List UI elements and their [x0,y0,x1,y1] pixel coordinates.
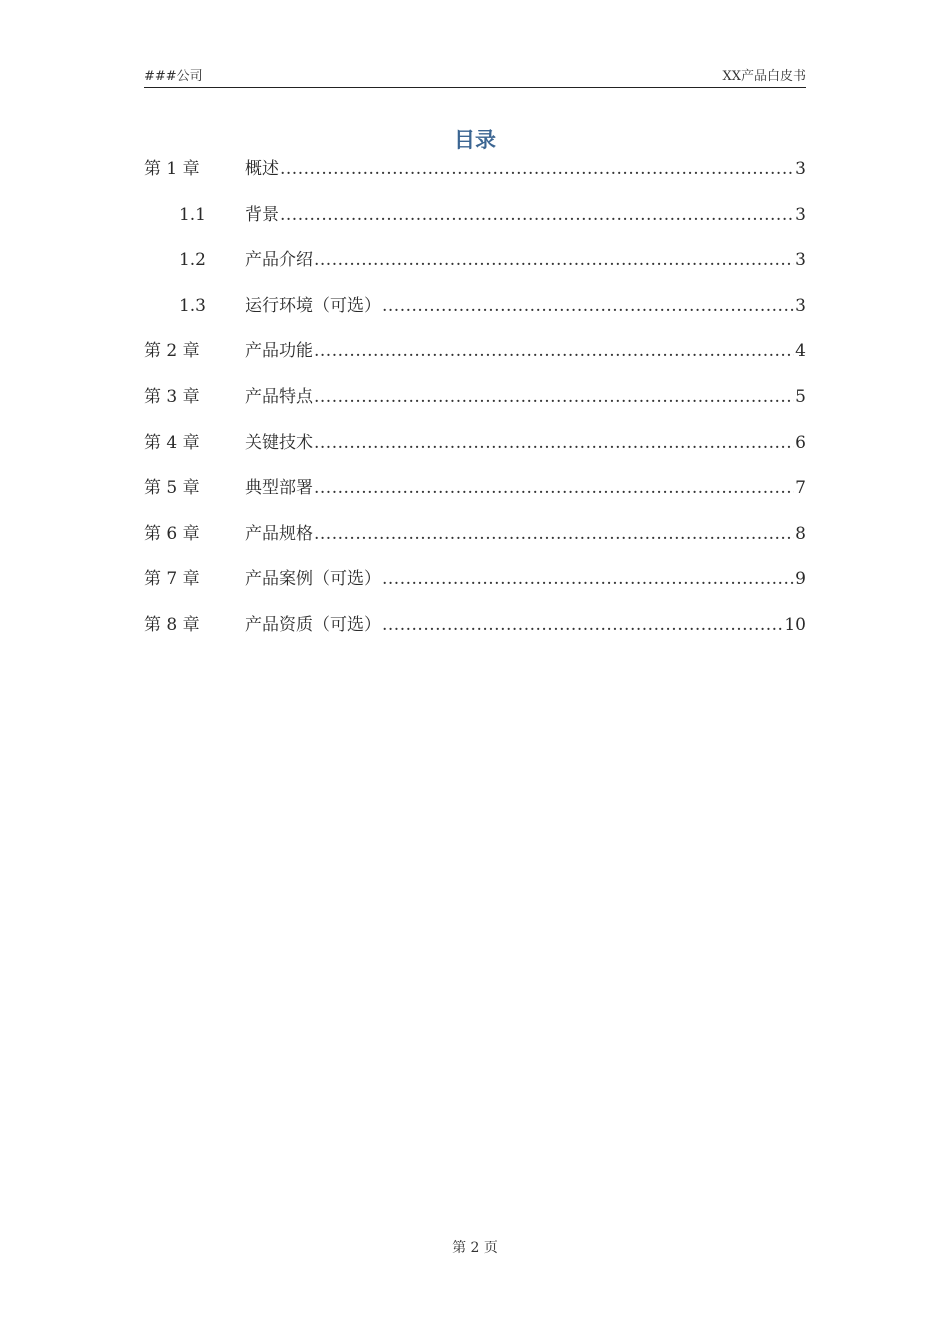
toc-entry-line [245,155,806,183]
toc-entry-number: 1.3 [178,295,206,316]
header-divider [144,87,806,88]
toc-entry[interactable] [144,201,806,247]
toc-entry[interactable] [144,246,806,292]
toc-entry[interactable] [144,383,806,429]
toc-entry-line [245,246,806,274]
toc-entry-number: 第 7 章 [144,569,200,590]
toc-entry-page: 3 [795,295,806,316]
page-header [144,68,806,86]
toc-entry-line [245,429,806,457]
toc-dot-leader [382,292,794,320]
toc-dot-leader [382,611,783,639]
toc-entry-page: 3 [795,250,806,271]
toc-entry-line [245,520,806,548]
toc-dot-leader [314,383,794,411]
page-number: 第 2 页 [452,1240,498,1256]
toc-entry-line [245,292,806,320]
toc-entry-page: 3 [795,204,806,225]
toc-entry-line [245,201,806,229]
toc-entry-line [245,337,806,365]
toc-entry-number: 第 1 章 [144,159,200,179]
toc-entry-page: 3 [795,159,806,179]
toc-entry-line [245,474,806,502]
toc-entry-page: 4 [795,341,806,362]
toc-entry-page: 7 [795,478,806,499]
toc-dot-leader [314,246,794,274]
header-doc-title: XX产品白皮书 [722,69,806,84]
toc-entry-title: 典型部署 [245,478,313,499]
toc-entry[interactable] [144,337,806,383]
toc-entry-number: 第 2 章 [144,341,200,362]
toc-entry[interactable] [144,155,806,201]
toc-entry-page: 5 [795,386,806,407]
toc-entry[interactable] [144,292,806,338]
toc-dot-leader [382,565,794,593]
page-footer [0,1238,950,1258]
toc-entry-number: 1.1 [178,204,206,225]
toc-entry[interactable] [144,429,806,475]
toc-dot-leader [280,155,794,183]
toc-entry-title: 运行环境（可选） [245,295,381,316]
toc-dot-leader [314,474,794,502]
toc-entry-title: 产品特点 [245,386,313,407]
toc-entry-title: 产品功能 [245,341,313,362]
toc-entry-line [245,611,806,639]
toc-entry-title: 产品案例（可选） [245,569,381,590]
toc-dot-leader [280,201,794,229]
toc-dot-leader [314,429,794,457]
toc-entry[interactable] [144,474,806,520]
toc-entry-title: 产品资质（可选） [245,614,381,635]
toc-entry-number: 第 3 章 [144,386,200,407]
toc-dot-leader [314,337,794,365]
toc-entry[interactable] [144,611,806,657]
toc-entry-number: 第 6 章 [144,523,200,544]
toc-entry-title: 概述 [245,159,279,179]
toc-entry-number: 第 8 章 [144,614,200,635]
toc-entry-title: 产品规格 [245,523,313,544]
toc-entry-number: 1.2 [178,250,206,271]
toc-entry-title: 关键技术 [245,432,313,453]
toc-entry-page: 8 [795,523,806,544]
toc-entry-title: 背景 [245,204,279,225]
toc-entry[interactable] [144,520,806,566]
toc-entry-number: 第 4 章 [144,432,200,453]
header-company: ###公司 [144,69,203,84]
toc-entry-page: 9 [795,569,806,590]
toc-entry-page: 6 [795,432,806,453]
toc-entry-line [245,383,806,411]
toc-dot-leader [314,520,794,548]
toc-entry-line [245,565,806,593]
toc-entry-title: 产品介绍 [245,250,313,271]
toc-title: 目录 [454,127,496,152]
toc-entry-page: 10 [784,614,806,635]
toc-entry[interactable] [144,565,806,611]
toc-entry-number: 第 5 章 [144,478,200,499]
table-of-contents [144,155,806,657]
